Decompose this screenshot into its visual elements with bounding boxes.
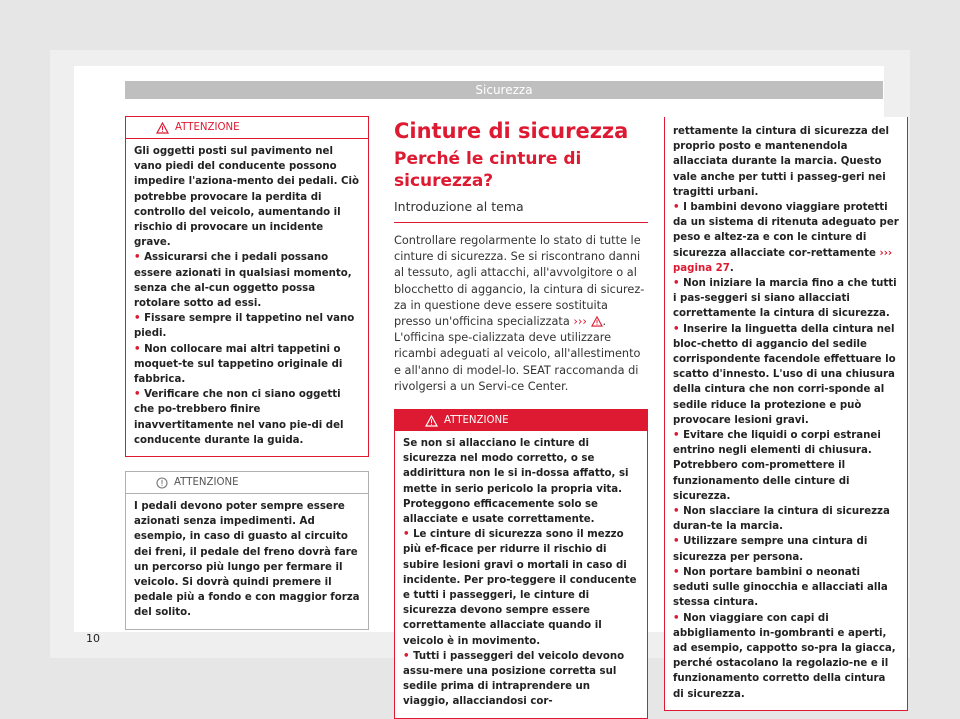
warning-triangle-icon: [156, 122, 169, 134]
page-subtitle: Perché le cinture di sicurezza?: [394, 149, 582, 191]
warning-label: ATTENZIONE: [175, 121, 240, 133]
left-column: [125, 99, 369, 630]
warning-intro: Gli oggetti posti sul pavimento nel vano piedi del conducente possono impedire l'aziona-mento dei pedali. Ciò potrebbe provocare la perdita di controllo del veicolo, aumentando il rischio di provocare un incidente grave.: [134, 146, 360, 249]
bullet-dot: •: [134, 389, 141, 401]
warning-bullet: • I bambini devono viaggiare protetti da un sistema di ritenuta adeguato per peso e altez-za e con le cinture di sicurezza allacciate cor-rettamente ››› pagina 27.: [673, 202, 899, 274]
reference-arrow[interactable]: ›››: [573, 315, 587, 329]
warning-box-brakes: [125, 471, 369, 630]
warning-box-header: [126, 117, 368, 138]
page-background: [50, 50, 910, 708]
bullet-dot: •: [673, 430, 680, 442]
section-header-bar: [125, 81, 883, 99]
warning-bullet: • Non portare bambini o neonati seduti sulle ginocchia e allacciati alla stessa cintura.: [673, 566, 888, 609]
warning-box-header: [126, 472, 368, 493]
warning-box-continued: [664, 117, 908, 711]
warning-bullet: • Verificare che non ci siano oggetti che po-trebbero finire inavvertitamente nel vano pie-di del conducente durante la guida.: [134, 389, 344, 446]
warning-continuation: rettamente la cintura di sicurezza del proprio posto e mantenendola allacciata durante la marcia. Questo vale anche per tutti i passeg-geri nei tragitti urbani.: [673, 126, 890, 198]
section-header-title: Sicurezza: [475, 83, 533, 97]
warning-text: I pedali devono poter sempre essere azionati senza impedimenti. Ad esempio, in caso di guasto al circuito dei freni, il pedale del freno dovrà fare un percorso più lungo per fermare il veicolo. Si dovrà quindi premere il pedale più a fondo e con maggior forza del solito.: [134, 501, 360, 619]
warning-triangle-icon: [425, 415, 438, 427]
warning-bullet: • Assicurarsi che i pedali possano essere azionati in qualsiasi momento, senza che al-cun oggetto possa rotolare sotto ad essi.: [134, 252, 352, 310]
bullet-dot: •: [134, 343, 141, 355]
bullet-dot: •: [673, 323, 680, 335]
bullet-dot: •: [673, 566, 680, 578]
warning-bullet: • Non viaggiare con capi di abbigliamento in-gombranti e aperti, ad esempio, cappotto so-pra la giacca, perché ostacolano la regolazio-ne e il funzionamento corretto della cintura di sicurezza.: [673, 612, 896, 700]
warning-bullet: • Utilizzare sempre una cintura di sicurezza per persona.: [673, 536, 868, 563]
warning-box-header: [395, 410, 647, 431]
warning-box-body: [126, 493, 368, 629]
page-number: 10: [86, 632, 100, 645]
warning-bullet: • Non slacciare la cintura di sicurezza duran-te la marcia.: [673, 506, 890, 533]
warning-box-seatbelts: [394, 409, 648, 719]
warning-bullet: • Non collocare mai altri tappetini o moquet-te sul tappetino originale di fabbrica.: [134, 343, 343, 386]
bullet-dot: •: [673, 612, 680, 624]
bullet-dot: •: [673, 506, 680, 518]
warning-bullet: • Evitare che liquidi o corpi estranei entrino negli elementi di chiusura. Potrebbero com-promettere il funzionamento delle cinture di sicurezza.: [673, 430, 881, 502]
bullet-dot: •: [134, 313, 141, 325]
warning-box-body: [395, 431, 647, 718]
bullet-dot: •: [673, 536, 680, 548]
warning-triangle-icon: [591, 316, 603, 327]
info-circle-icon: [156, 477, 168, 489]
bullet-dot: •: [673, 202, 680, 214]
warning-bullet: • Fissare sempre il tappetino nel vano piedi.: [134, 313, 355, 340]
bullet-dot: •: [673, 278, 680, 290]
warning-bullet: • Le cinture di sicurezza sono il mezzo più ef-ficace per ridurre il rischio di subire lesioni gravi o mortali in caso di incidente. Per pro-teggere il conducente e tutti i passeggeri, le cinture di sicurezza devono sempre essere correttamente allacciate quando il veicolo è in movimento.: [403, 529, 637, 647]
bullet-dot: •: [134, 252, 141, 264]
middle-column: [394, 99, 648, 719]
document-sheet: [74, 66, 899, 708]
warning-bullet: • Inserire la linguetta della cintura nel bloc-chetto di aggancio del sedile corrispondente facendole effettuare lo scatto d'innesto. L'uso di una chiusura della cintura che non corri-sponde al sedile riduce la protezione e può provocare lesioni gravi.: [673, 323, 896, 426]
warning-bullet: • Non iniziare la marcia fino a che tutti i pas-seggeri si siano allacciati correttamente la cintura di sicurezza.: [673, 278, 897, 320]
page-title: Cinture di sicurezza: [394, 119, 629, 143]
warning-label: ATTENZIONE: [444, 414, 509, 426]
page-reference-link[interactable]: ››› pagina 27: [673, 247, 893, 274]
right-column: [664, 117, 908, 711]
bullet-dot: •: [403, 650, 410, 662]
warning-box-body: [665, 117, 907, 710]
intro-paragraph: Controllare regolarmente lo stato di tutte le cinture di sicurezza. Se si riscontrano danni al tessuto, agli attacchi, all'avvolgitore o al blocchetto di aggancio, la cintura di sicurez-za in questione deve essere sostituita presso un'officina specializzata ››› . L'officina spe-cializzata deve utilizzare ricambi adeguati al veicolo, all'allestimento e all'anno di model-lo. SEAT raccomanda di rivolgersi a un Servi-ce Center.: [394, 234, 645, 393]
section-heading: Introduzione al tema: [394, 198, 648, 223]
warning-intro: Se non si allacciano le cinture di sicurezza nel modo corretto, o se addirittura non le si in-dossa affatto, si mette in serio pericolo la propria vita. Proteggono efficacemente solo se allacciate e usate correttamente.: [403, 438, 629, 526]
warning-label: ATTENZIONE: [174, 476, 239, 488]
bullet-dot: •: [403, 529, 410, 541]
warning-box-pedals: [125, 116, 369, 457]
warning-box-body: [126, 138, 368, 456]
warning-bullet: • Tutti i passeggeri del veicolo devono assu-mere una posizione corretta sul sedile prima di intraprendere un viaggio, allacciandosi cor-: [403, 650, 625, 708]
